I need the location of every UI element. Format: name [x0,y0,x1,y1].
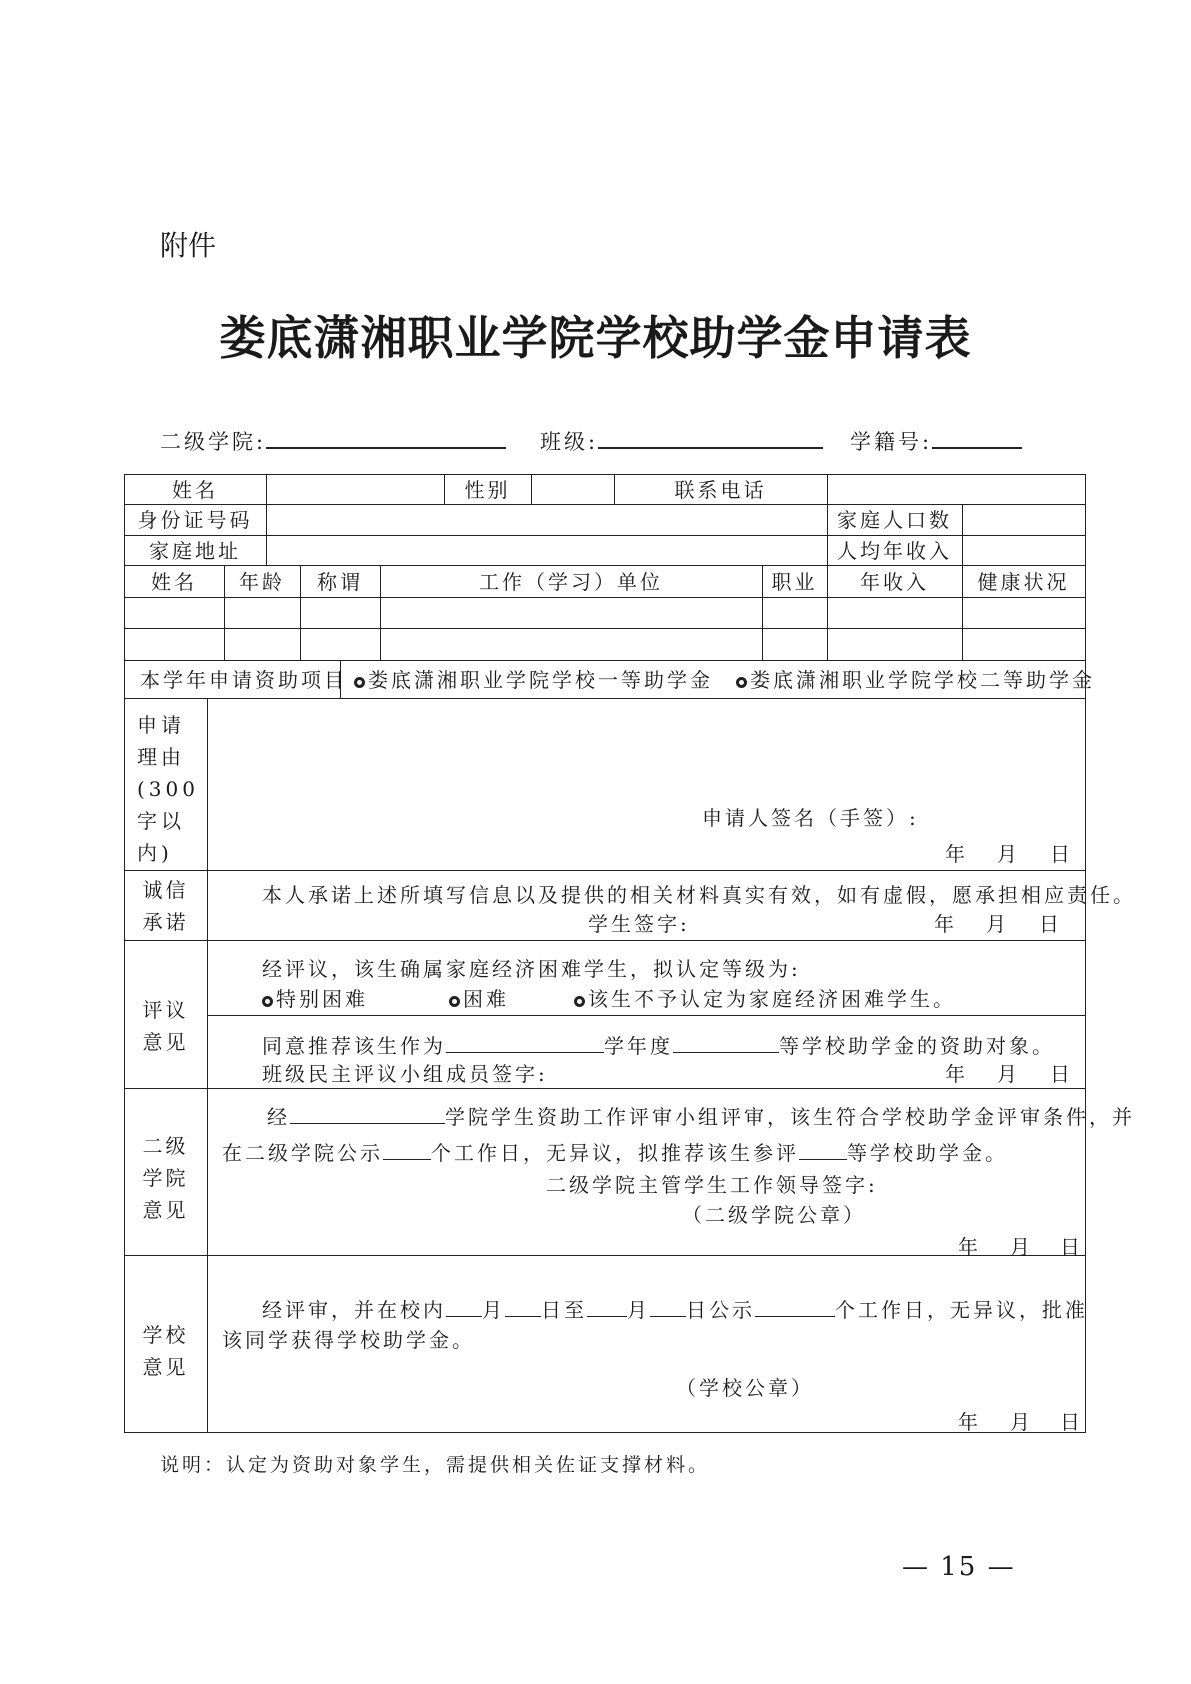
grant-level-blank[interactable] [799,1139,847,1160]
student-id-label: 学籍号: [850,430,933,454]
integrity-label: 诚信 承诺 [142,878,189,934]
attachment-label: 附件 [160,229,217,262]
integrity-date-day: 日 [1039,912,1062,936]
family-row-1[interactable] [125,598,1084,627]
name-label: 姓名 [172,478,218,502]
review-label: 评议 意见 [142,998,189,1054]
college-leader-signature: 二级学院主管学生工作领导签字: [546,1173,878,1197]
school-opinion-line1: 经评审，并在校内 月 日至 月 日公示 个工作日，无异议，批准 [262,1298,1088,1322]
school-publicity-days-blank[interactable] [755,1296,835,1317]
publicity-days-blank[interactable] [383,1139,431,1160]
review-date-day: 日 [1050,1062,1073,1086]
family-col-income: 年收入 [860,570,929,594]
review-option-none[interactable]: 该生不予认定为家庭经济困难学生。 [574,987,956,1011]
page-number: — 15 — [902,1552,1016,1582]
college-date-day: 日 [1060,1235,1083,1259]
radio-second-icon[interactable] [736,677,747,688]
college-opinion-label: 二级 学院 意见 [142,1134,189,1222]
integrity-statement: 本人承诺上述所填写信息以及提供的相关材料真实有效，如有虚假，愿承担相应责任。 [262,883,1136,907]
end-month-blank[interactable] [587,1296,627,1317]
reason-input[interactable] [210,702,1080,802]
family-row-2[interactable] [125,629,1084,659]
review-date-month: 月 [997,1062,1020,1086]
phone-label: 联系电话 [674,478,767,502]
college-date-year: 年 [958,1235,981,1259]
class-label: 班级: [540,430,599,454]
review-intro: 经评议，该生确属家庭经济困难学生，拟认定等级为: [262,957,801,981]
recommend-year-blank[interactable] [446,1032,604,1053]
end-day-blank[interactable] [650,1296,686,1317]
gender-input[interactable] [532,475,613,503]
integrity-date-year: 年 [934,912,957,936]
radio-difficult-icon[interactable] [449,996,460,1007]
college-seal: （二级学院公章） [682,1203,866,1227]
review-option-difficult[interactable]: 困难 [449,987,509,1011]
student-id-field [850,425,1022,456]
college-name-blank[interactable] [290,1103,445,1124]
family-col-occupation: 职业 [771,570,818,594]
family-size-input[interactable] [963,505,1084,534]
college-label: 二级学院: [160,430,267,454]
gender-label: 性别 [464,478,511,502]
form-title: 娄底潇湘职业学院学校助学金申请表 [219,311,972,365]
phone-input[interactable] [828,475,1084,503]
reason-date-year: 年 [945,842,968,866]
college-date-month: 月 [1010,1235,1033,1259]
address-input[interactable] [267,536,826,564]
college-field [160,425,506,456]
student-signature-label: 学生签字: [588,912,690,936]
review-date-year: 年 [945,1062,968,1086]
recommend-level-blank[interactable] [673,1032,779,1053]
school-date-day: 日 [1060,1410,1083,1434]
id-number-input[interactable] [267,505,826,534]
family-col-age: 年龄 [239,570,285,594]
college-opinion-line2: 在二级学院公示 个工作日，无异议，拟推荐该生参评 等学校助学金。 [222,1141,1008,1165]
start-month-blank[interactable] [446,1296,482,1317]
family-col-name: 姓名 [151,570,197,594]
college-opinion-line1: 经 学院学生资助工作评审小组评审，该生符合学校助学金评审条件，并 [267,1105,1135,1129]
per-capita-income-label: 人均年收入 [837,539,952,563]
per-capita-income-input[interactable] [963,536,1084,564]
applicant-signature-label: 申请人签名（手签）: [702,806,919,830]
school-date-month: 月 [1010,1410,1033,1434]
radio-extreme-icon[interactable] [262,996,273,1007]
apply-option-first[interactable]: 娄底潇湘职业学院学校一等助学金 [354,668,713,692]
school-date-year: 年 [958,1410,981,1434]
reason-label: 申请 理由 (300 字以 内) [137,713,199,865]
start-day-blank[interactable] [505,1296,541,1317]
student-id-input-line[interactable] [932,425,1022,449]
review-panel-signature: 班级民主评议小组成员签字: [262,1062,548,1086]
review-option-extreme[interactable]: 特别困难 [262,987,368,1011]
family-col-workplace: 工作（学习）单位 [479,570,663,594]
family-col-relation: 称谓 [317,570,363,594]
class-input-line[interactable] [598,425,823,449]
school-opinion-label: 学校 意见 [142,1323,189,1379]
name-input[interactable] [267,475,443,503]
address-label: 家庭地址 [149,539,241,563]
family-col-health: 健康状况 [977,570,1070,594]
integrity-date-month: 月 [986,912,1009,936]
family-size-label: 家庭人口数 [837,508,952,532]
class-field [540,425,823,456]
id-number-label: 身份证号码 [137,508,253,532]
review-recommend: 同意推荐该生作为 学年度 等学校助学金的资助对象。 [262,1034,1055,1058]
apply-option-second[interactable]: 娄底潇湘职业学院学校二等助学金 [736,668,1095,692]
apply-item-label: 本学年申请资助项目 [140,668,347,692]
school-opinion-line2: 该同学获得学校助学金。 [222,1328,475,1352]
school-seal: （学校公章） [676,1376,814,1400]
reason-date-day: 日 [1050,842,1073,866]
college-input-line[interactable] [266,425,506,449]
radio-none-icon[interactable] [574,996,585,1007]
reason-date-month: 月 [997,842,1020,866]
footnote: 说明：认定为资助对象学生，需提供相关佐证支撑材料。 [160,1454,711,1476]
radio-first-icon[interactable] [354,677,365,688]
